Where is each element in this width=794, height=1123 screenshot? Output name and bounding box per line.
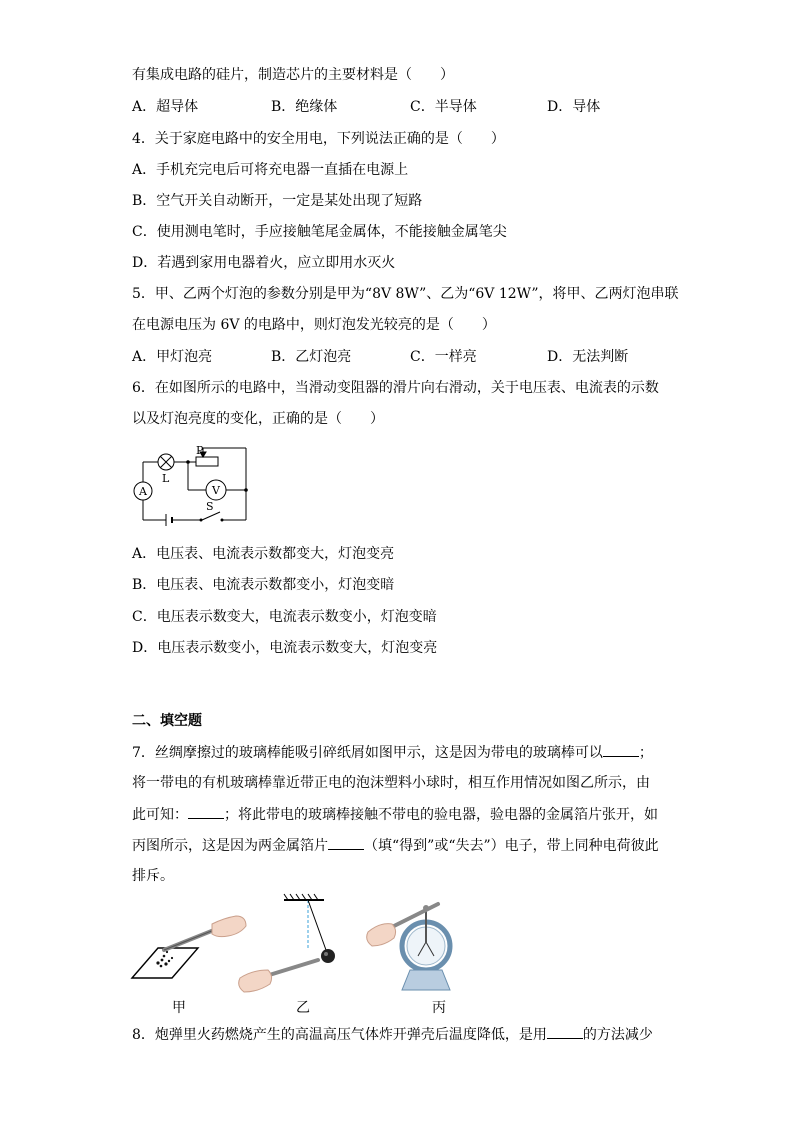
q4-option-a: A．手机充完电后可将充电器一直插在电源上 (132, 162, 409, 178)
q7-line2: 将一带电的有机玻璃棒靠近带正电的泡沫塑料小球时，相互作用情况如图乙所示，由 (132, 775, 650, 791)
q5-option-c: C．一样亮 (410, 349, 477, 365)
rheostat-symbol (196, 457, 218, 466)
lamp-label: L (162, 472, 170, 485)
q6-stem-line2: 以及灯泡亮度的变化，正确的是（ ） (132, 411, 384, 427)
q5-option-d: D．无法判断 (547, 349, 629, 365)
answer-blank[interactable] (188, 804, 224, 819)
q4-option-b: B．空气开关自动断开，一定是某处出现了短路 (132, 193, 423, 209)
q6-stem-line1: 6．在如图所示的电路中，当滑动变阻器的滑片向右滑动，关于电压表、电流表的示数 (132, 380, 659, 396)
q4-option-d: D．若遇到家用电器着火，应立即用水灭火 (132, 255, 396, 271)
ammeter-label: A (139, 485, 147, 498)
answer-blank[interactable] (603, 742, 639, 757)
q5-stem-line1: 5．甲、乙两个灯泡的参数分别是甲为“8V 8W”、乙为“6V 12W”，将甲、乙两灯泡串联 (132, 286, 679, 302)
q3-option-d: D．导体 (547, 99, 601, 115)
figure-yi (239, 894, 335, 992)
q7-line4: 丙图所示，这是因为两金属箔片 （填“得到”或“失去”）电子，带上同种电荷彼此 (132, 835, 659, 856)
slider-label: P (196, 444, 204, 457)
q5-option-b: B．乙灯泡亮 (271, 349, 352, 365)
q3-stem: 有集成电路的硅片，制造芯片的主要材料是（ ） (132, 67, 454, 83)
q6-option-d: D．电压表示数变小，电流表示数变大，灯泡变亮 (132, 640, 438, 656)
q4-stem: 4．关于家庭电路中的安全用电，下列说法正确的是（ ） (132, 131, 505, 147)
q5-option-a: A．甲灯泡亮 (132, 349, 213, 365)
answer-blank[interactable] (328, 835, 364, 850)
q7-figures (128, 890, 468, 1020)
q8-line1: 8．炮弹里火药燃烧产生的高温高压气体炸开弹壳后温度降低，是用 的方法减少 (132, 1024, 653, 1045)
voltmeter-label: V (212, 484, 220, 497)
answer-blank[interactable] (547, 1024, 583, 1039)
q5-stem-line2: 在电源电压为 6V 的电路中，则灯泡发光较亮的是（ ） (132, 317, 496, 333)
switch-label: S (206, 500, 214, 513)
figure-jia (132, 916, 246, 978)
q7-line3: 此可知： ；将此带电的玻璃棒接触不带电的验电器，验电器的金属箔片张开，如 (132, 804, 658, 825)
q3-option-a: A．超导体 (132, 99, 199, 115)
q6-option-b: B．电压表、电流表示数都变小，灯泡变暗 (132, 577, 395, 593)
q7-line1: 7．丝绸摩擦过的玻璃棒能吸引碎纸屑如图甲示，这是因为带电的玻璃棒可以 ； (132, 742, 653, 763)
q6-option-c: C．电压表示数变大，电流表示数变小，灯泡变暗 (132, 609, 437, 625)
switch-blade (202, 512, 220, 520)
figure-label-yi: 乙 (296, 1000, 310, 1016)
q3-option-b: B．绝缘体 (271, 99, 338, 115)
figure-label-jia: 甲 (172, 1000, 186, 1016)
section-title: 二、填空题 (132, 713, 202, 729)
q6-circuit-diagram (128, 440, 258, 530)
figure-bing (367, 904, 450, 990)
q3-option-c: C．半导体 (410, 99, 477, 115)
figure-label-bing: 丙 (432, 1000, 446, 1016)
q7-line5: 排斥。 (132, 868, 174, 884)
q6-option-a: A．电压表、电流表示数都变大，灯泡变亮 (132, 546, 395, 562)
q4-option-c: C．使用测电笔时，手应接触笔尾金属体，不能接触金属笔尖 (132, 224, 507, 240)
